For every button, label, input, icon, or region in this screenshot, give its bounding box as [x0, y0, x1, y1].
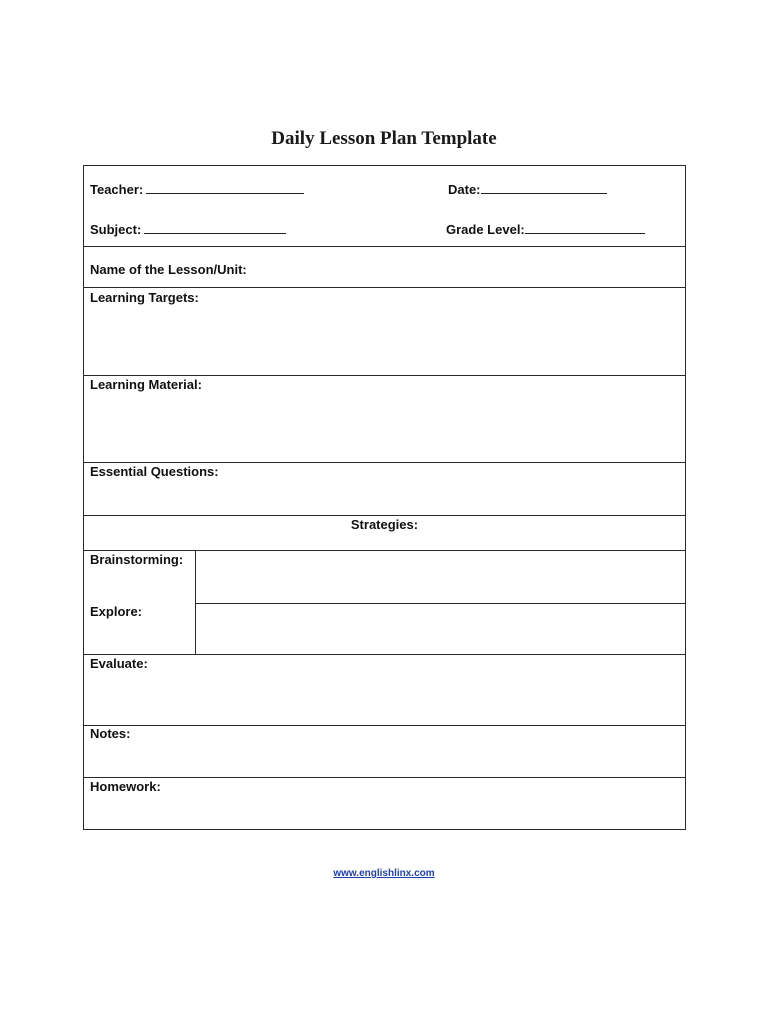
- explore-area[interactable]: [197, 605, 685, 653]
- teacher-blank-line[interactable]: [146, 182, 304, 194]
- lesson-plan-form: [83, 165, 686, 830]
- evaluate-label: Evaluate:: [90, 656, 148, 671]
- teacher-label: Teacher:: [90, 182, 144, 197]
- grade-level-label: Grade Level:: [446, 222, 525, 237]
- strategies-label: Strategies:: [350, 517, 419, 532]
- divider-explore: [84, 654, 685, 655]
- learning-targets-area[interactable]: [84, 302, 685, 374]
- learning-targets-label: Learning Targets:: [90, 290, 199, 305]
- homework-label: Homework:: [90, 779, 161, 794]
- date-blank-line[interactable]: [481, 182, 607, 194]
- learning-material-label: Learning Material:: [90, 377, 202, 392]
- page-title: Daily Lesson Plan Template: [271, 128, 497, 149]
- divider-essential-questions: [84, 515, 685, 516]
- divider-learning-targets: [84, 375, 685, 376]
- subject-blank-line[interactable]: [144, 222, 286, 234]
- notes-area[interactable]: [84, 740, 685, 776]
- brainstorming-label: Brainstorming:: [90, 552, 184, 567]
- explore-label: Explore:: [90, 604, 143, 619]
- essential-questions-area[interactable]: [84, 478, 685, 514]
- brainstorming-area[interactable]: [197, 552, 685, 602]
- divider-header: [84, 246, 685, 247]
- divider-learning-material: [84, 462, 685, 463]
- divider-evaluate: [84, 725, 685, 726]
- grade-level-field[interactable]: [446, 222, 645, 238]
- divider-brainstorming: [195, 603, 686, 604]
- evaluate-area[interactable]: [84, 670, 685, 724]
- homework-area[interactable]: [84, 792, 685, 826]
- divider-strategies: [84, 550, 685, 551]
- lesson-name-label: Name of the Lesson/Unit:: [90, 262, 247, 277]
- essential-questions-label: Essential Questions:: [90, 464, 219, 479]
- subject-field[interactable]: [90, 222, 286, 238]
- grade-level-blank-line[interactable]: [525, 222, 645, 234]
- divider-lesson-name: [84, 287, 685, 288]
- notes-label: Notes:: [90, 726, 131, 741]
- divider-notes: [84, 777, 685, 778]
- footer-link[interactable]: www.englishlinx.com: [333, 868, 435, 879]
- teacher-field[interactable]: [90, 182, 304, 198]
- strategies-column-divider: [195, 550, 196, 654]
- subject-label: Subject:: [90, 222, 142, 237]
- learning-material-area[interactable]: [84, 390, 685, 460]
- date-label: Date:: [448, 182, 481, 197]
- date-field[interactable]: [448, 182, 607, 198]
